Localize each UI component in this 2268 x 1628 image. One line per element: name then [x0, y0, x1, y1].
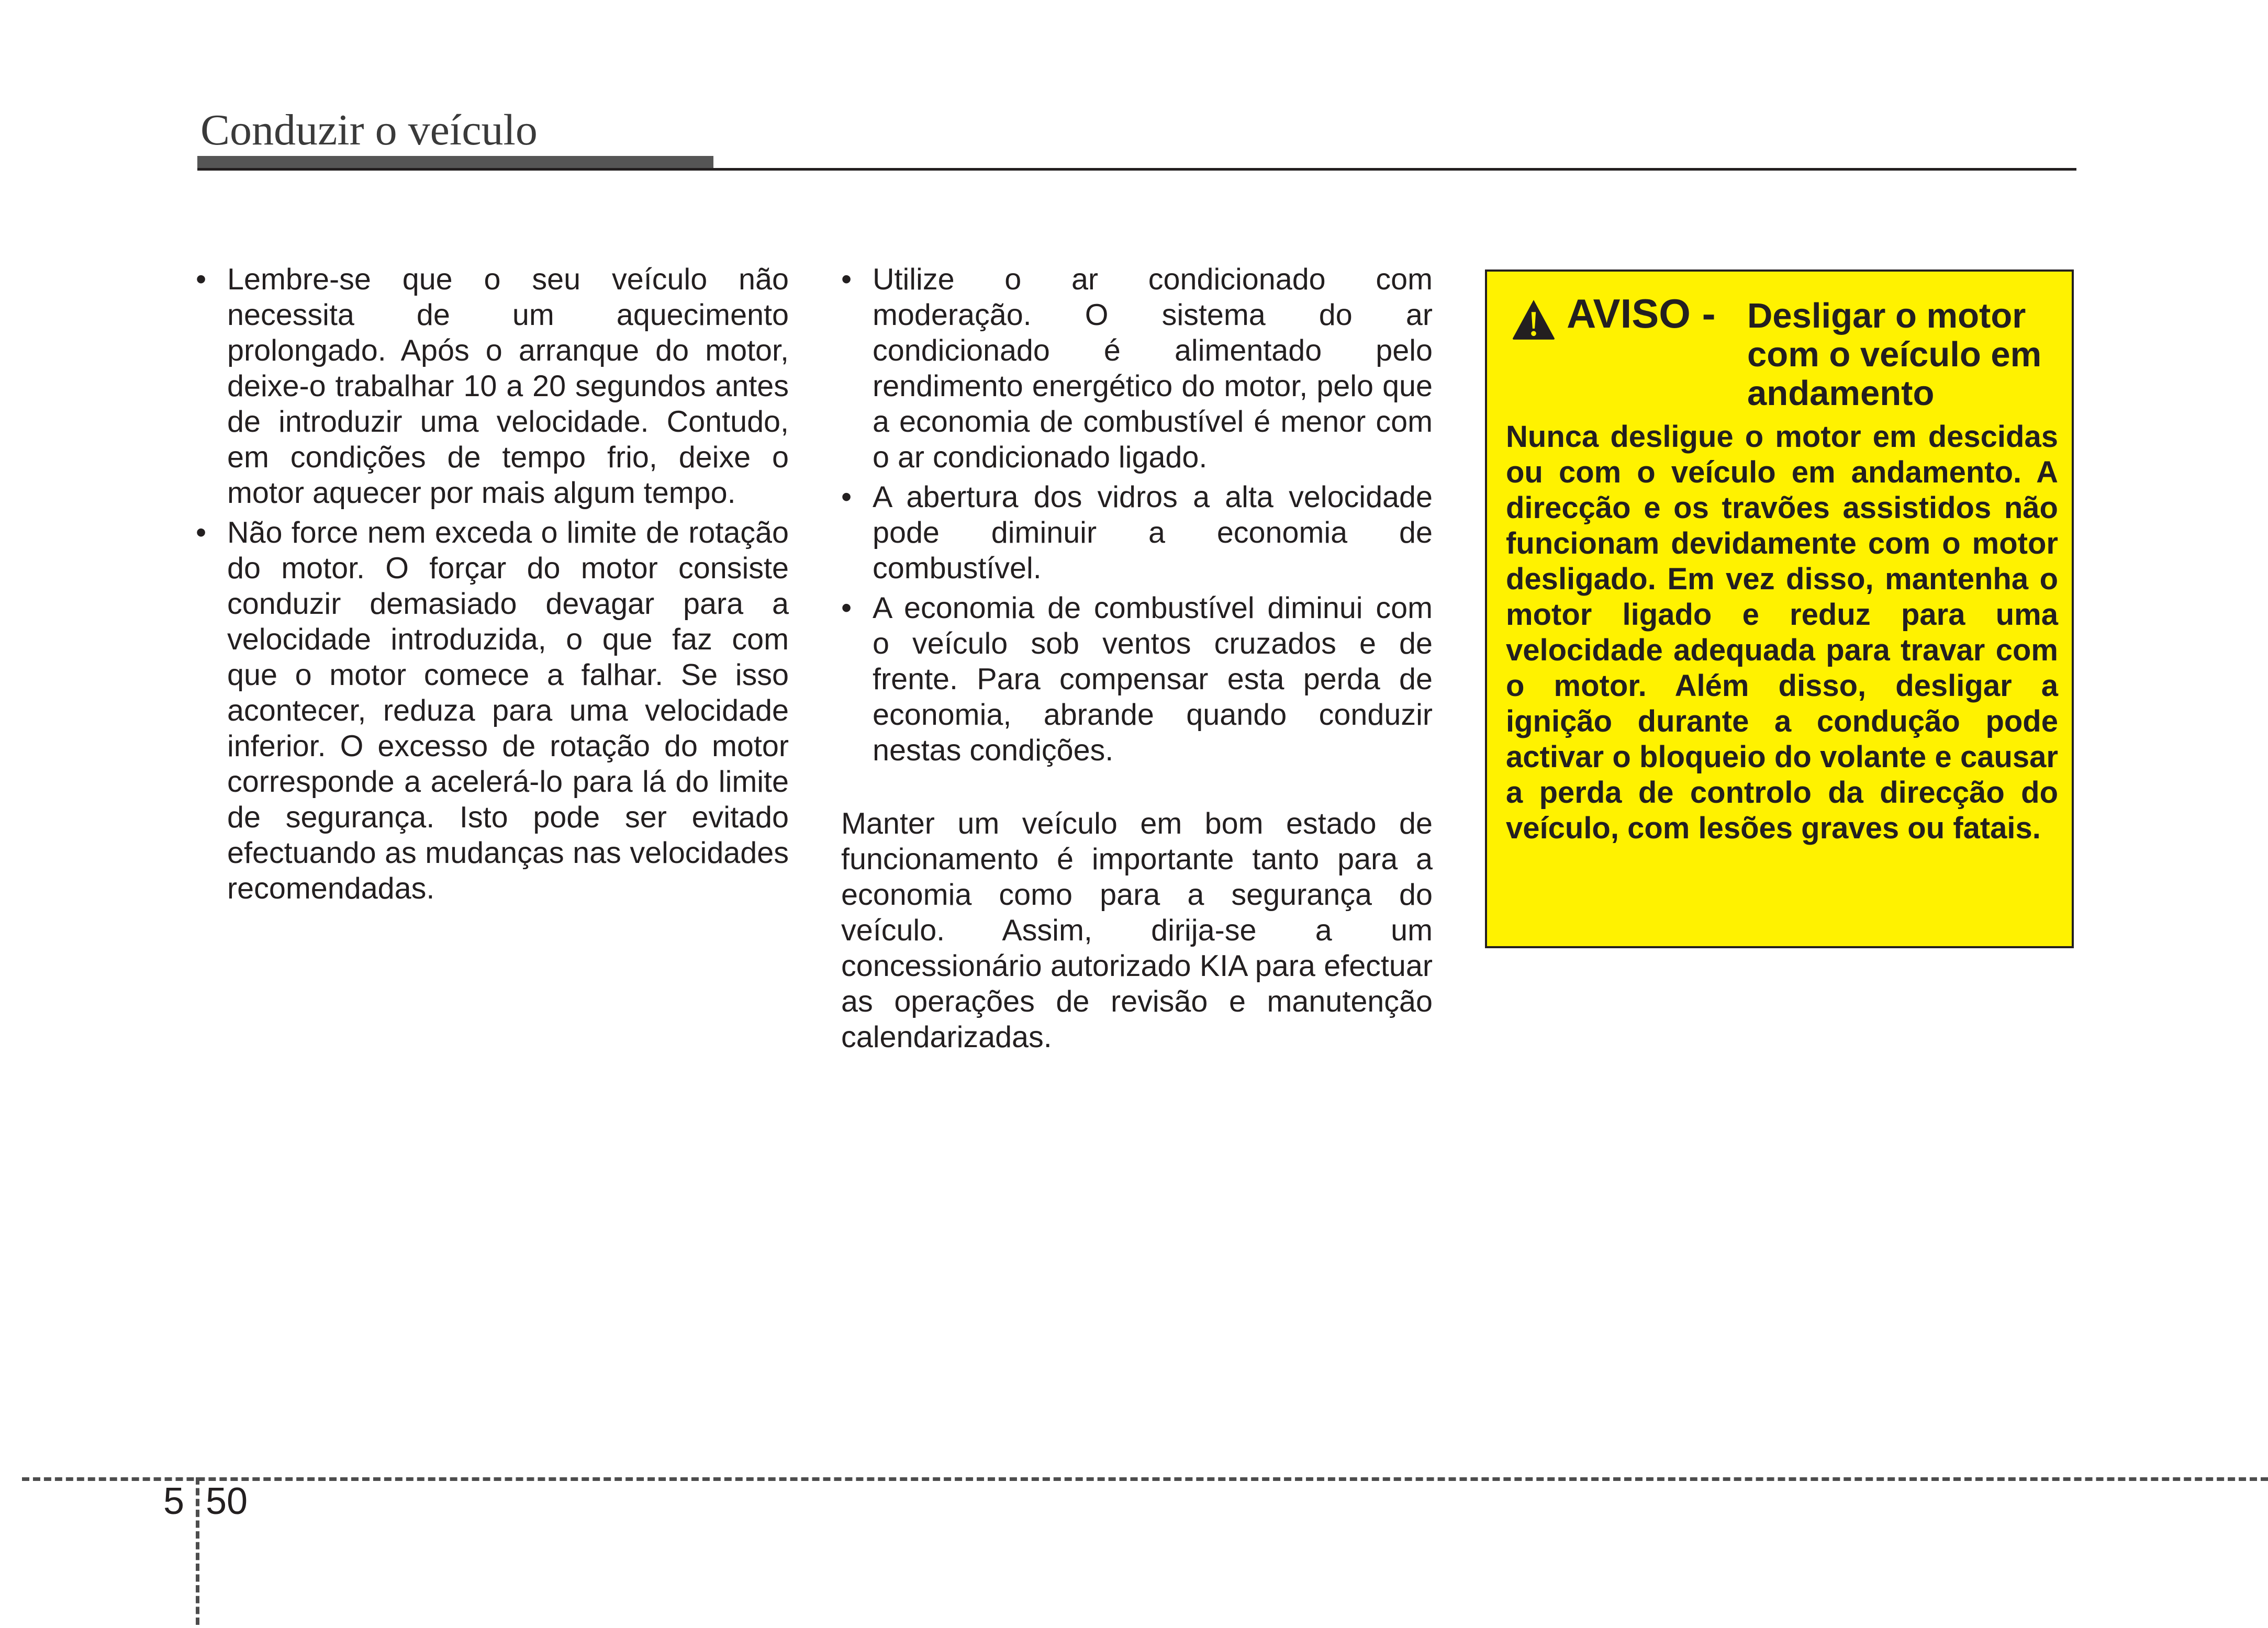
bullet-text: Utilize o ar condicionado com moderação. O sistema do ar condicionado é alimentado pelo rendimento energético do motor, pelo que a economia de combustível é menor com o ar condicionado ligado.: [873, 263, 1433, 474]
bullet-icon: •: [196, 263, 207, 296]
bullet-text: Não force nem exceda o limite de rotação do motor. O forçar do motor consiste conduzir demasiado devagar para a velocidade introduzida, o que faz com que o motor comece a falhar. Se isso acontecer, reduza para uma velocidade inferior. O excesso de rotação do motor corresponde a acelerá-lo para lá do limite de segurança. Isto pode ser evitado efectuando as mudanças nas velocidades recomendadas.: [227, 516, 789, 905]
header-rule: [197, 168, 2076, 171]
bullet-item: [196, 262, 789, 511]
warning-body: Nunca desligue o motor em descidas ou com o veículo em andamento. A direcção e os travões assistidos não funcionam devidamente com o motor desligado. Em vez disso, mantenha o motor ligado e reduz para uma velocidade adequada para travar com o motor. Além disso, desligar a ignição durante a condução pode activar o bloqueio do volante e causar a perda de controlo da direcção do veículo, com lesões graves ou fatais.: [1506, 420, 2058, 845]
text-column-1: [196, 262, 789, 911]
bullet-item: [196, 515, 789, 906]
bullet-text: A abertura dos vidros a alta velocidade pode diminuir a economia de combustível.: [873, 480, 1433, 585]
text-column-2: [841, 262, 1433, 1055]
footer-dashed-divider: [196, 1477, 199, 1625]
warning-triangle-icon: [1511, 299, 1556, 341]
warning-box: [1485, 270, 2074, 948]
bullet-text: Lembre-se que o seu veículo não necessita de um aquecimento prolongado. Após o arranque do motor, deixe-o trabalhar 10 a 20 segundos antes de introduzir uma velocidade. Contudo, em condições de tempo frio, deixe o motor aquecer por mais algum tempo.: [227, 263, 789, 510]
page-section-title: Conduzir o veículo: [200, 106, 538, 154]
maintenance-paragraph: Manter um veículo em bom estado de funcionamento é importante tanto para a economia como para a segurança do veículo. Assim, dirija-se a um concessionário autorizado KIA para efectuar as operações de revisão e manutenção calendarizadas.: [841, 807, 1433, 1054]
warning-label: AVISO -: [1567, 290, 1716, 336]
warning-title: Desligar o motor com o veículo em andamento: [1747, 296, 2042, 413]
footer-dashed-rule: [22, 1477, 2268, 1481]
bullet-item: [841, 262, 1433, 475]
bullet-icon: •: [841, 480, 852, 514]
bullet-icon: •: [841, 591, 852, 625]
bullet-icon: •: [841, 263, 852, 296]
chapter-number: 5: [163, 1480, 185, 1522]
page-number: 50: [206, 1480, 248, 1522]
bullet-text: A economia de combustível diminui com o veículo sob ventos cruzados e de frente. Para compensar esta perda de economia, abrande quando conduzir nestas condições.: [873, 591, 1433, 767]
bullet-icon: •: [196, 516, 207, 549]
bullet-item: [841, 479, 1433, 586]
bullet-item: [841, 590, 1433, 768]
